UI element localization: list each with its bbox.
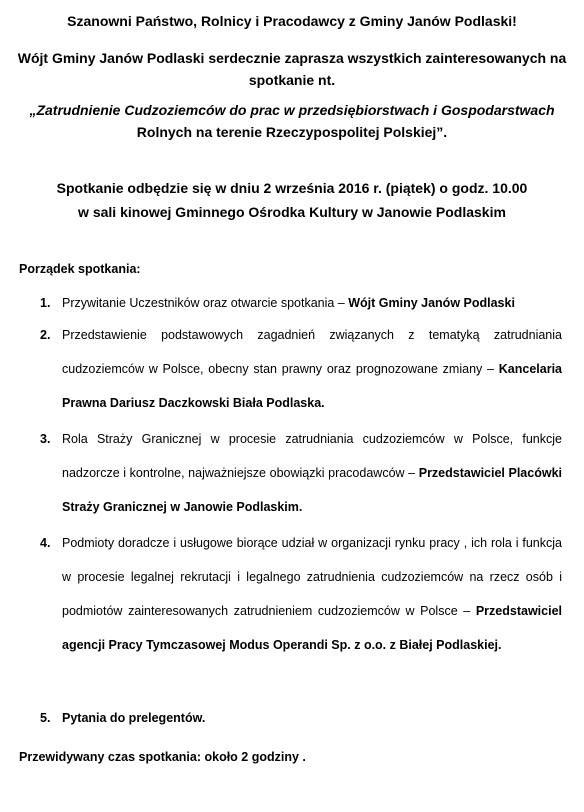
agenda-item-text (62, 318, 562, 420)
agenda-item-text (62, 422, 562, 524)
meeting-topic-italic: „Zatrudnienie Cudzoziemców do prac w przedsiębiorstwach i Gospodarstwach (29, 102, 555, 118)
agenda-item-speaker: Przedstawiciel Placówki Straży Granicznej w Janowie Podlaskim. (62, 466, 562, 514)
agenda-item-description: Podmioty doradcze i usługowe biorące udział w organizacji rynku pracy , ich rola i funkcja w procesie legalnej rekrutacji i legalnego zatrudnienia cudzoziemców na rzecz osób i podmiotów zainteresowanych zatrudnieniem cudzoziemców w Polsce – (62, 536, 562, 618)
agenda-item-speaker: Wójt Gminy Janów Podlaski (348, 296, 515, 310)
meeting-duration: Przewidywany czas spotkania: około 2 godziny . (19, 750, 306, 764)
agenda-item-number: 5. (40, 711, 51, 725)
agenda-item-text (62, 526, 562, 662)
meeting-details (0, 176, 584, 224)
agenda-item-speaker: Kancelaria Prawna Dariusz Daczkowski Biała Podlaska. (62, 362, 562, 410)
agenda-item-number: 2. (40, 328, 51, 342)
agenda-item-speaker: Pytania do prelegentów. (62, 711, 206, 725)
meeting-topic (6, 99, 578, 143)
agenda-item-number: 4. (40, 536, 51, 550)
greeting-heading: Szanowni Państwo, Rolnicy i Pracodawcy z Gminy Janów Podlaski! (67, 13, 517, 29)
agenda-item-text (62, 701, 562, 735)
agenda-item-number: 1. (40, 296, 51, 310)
meeting-date: Spotkanie odbędzie się w dniu 2 września 2016 r. (piątek) o godz. 10.00 (56, 180, 528, 196)
agenda-item-description: Rola Straży Granicznej w procesie zatrudniania cudzoziemców w Polsce, funkcje nadzorcze i kontrolne, najważniejsze obowiązki pracodawców – (62, 432, 562, 480)
agenda-item-text (62, 286, 562, 320)
agenda-item-number: 3. (40, 432, 51, 446)
meeting-venue: w sali kinowej Gminnego Ośrodka Kultury w Janowie Podlaskim (78, 204, 506, 220)
agenda-title: Porządek spotkania: (19, 262, 141, 276)
agenda-item-description: Przedstawienie podstawowych zagadnień związanych z tematyką zatrudniania cudzoziemców w Polsce, obecny stan prawny oraz prognozowane zmiany – (62, 328, 562, 376)
agenda-item-description: Przywitanie Uczestników oraz otwarcie spotkania – (62, 296, 349, 310)
meeting-topic-rest: Rolnych na terenie Rzeczypospolitej Polskiej”. (136, 124, 448, 140)
invitation-text: Wójt Gminy Janów Podlaski serdecznie zaprasza wszystkich zainteresowanych na spotkanie nt. (17, 50, 567, 88)
agenda-item-speaker: Przedstawiciel agencji Pracy Tymczasowej Modus Operandi Sp. z o.o. z Białej Podlaskiej. (62, 604, 562, 652)
